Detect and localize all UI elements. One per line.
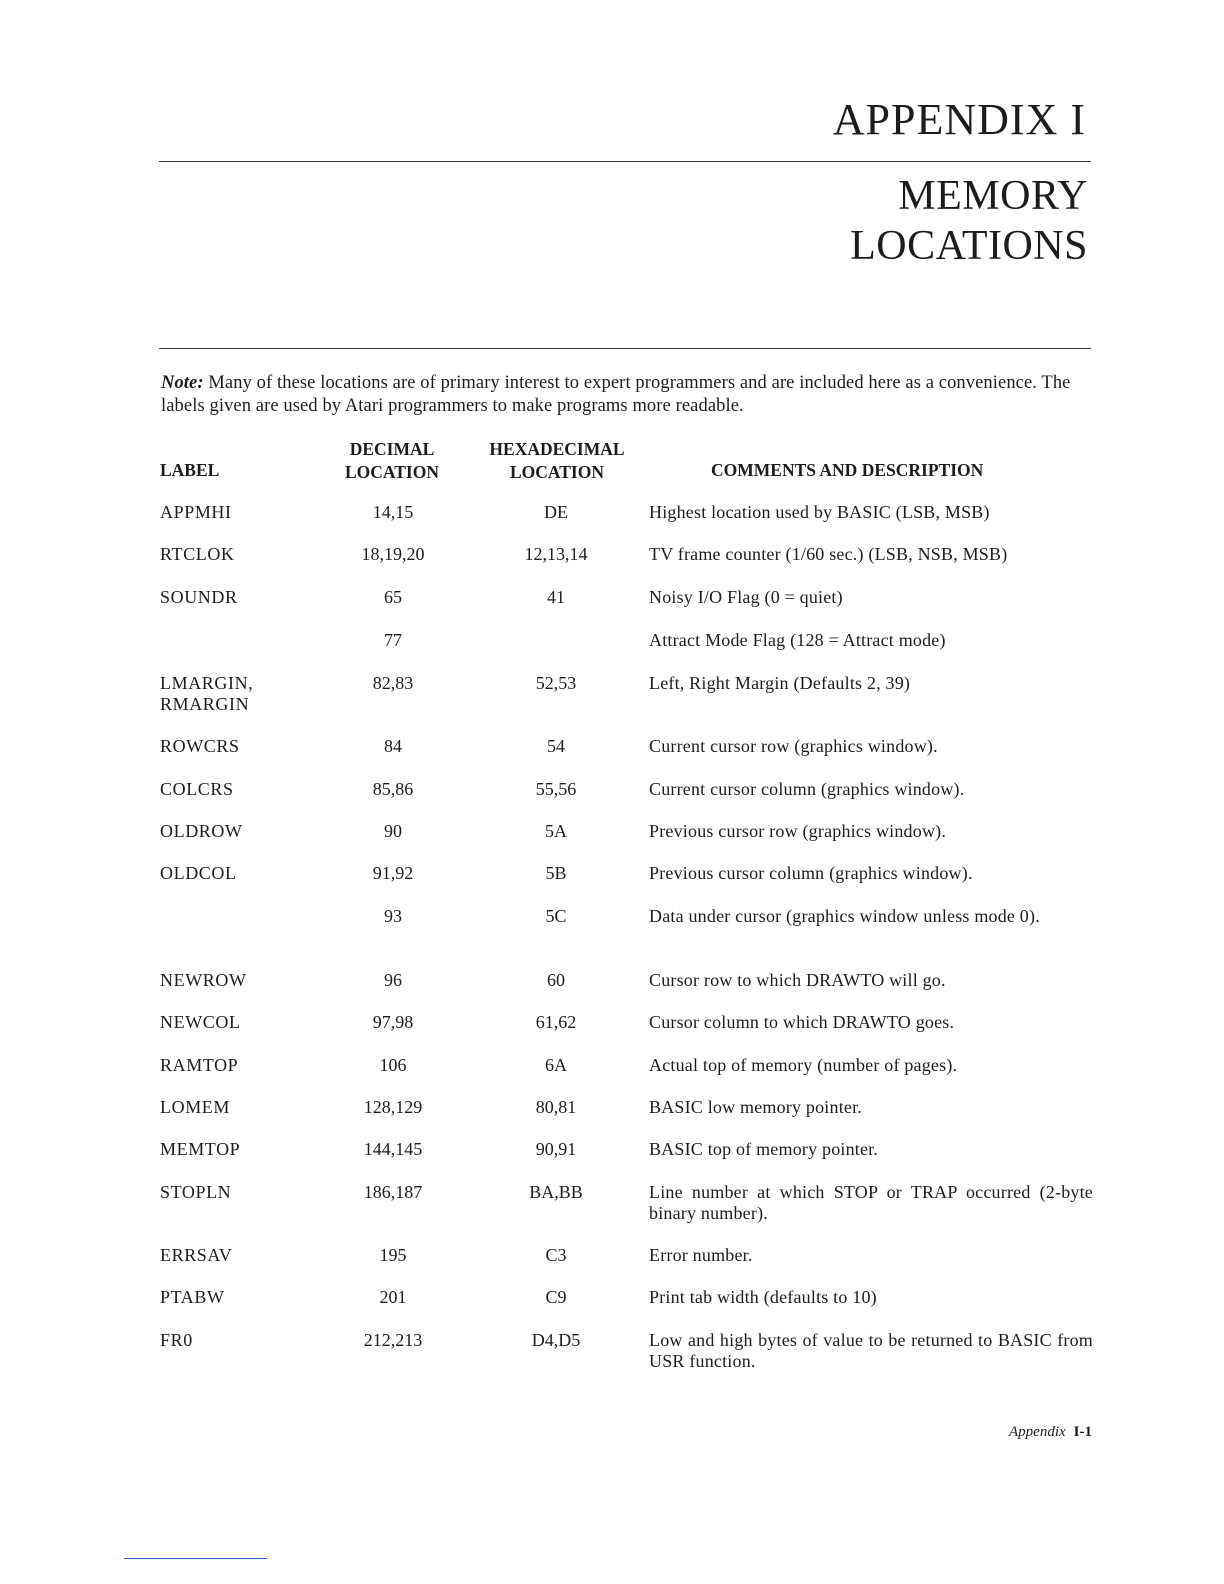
hex-cell: C9 — [545, 1287, 567, 1307]
top-divider — [159, 161, 1091, 162]
note-text: Many of these locations are of primary interest to expert programmers and are included here as a convenience. The labels given are used by Atari programmers to make programs more readable. — [161, 373, 1071, 416]
label-cell: OLDCOL — [160, 863, 237, 883]
label-cell: OLDROW — [160, 821, 243, 841]
hex-cell: 55,56 — [535, 779, 577, 799]
hex-cell: BA,BB — [529, 1182, 583, 1202]
description-cell: Cursor row to which DRAWTO will go. — [649, 970, 946, 990]
decimal-cell: 91,92 — [372, 863, 414, 883]
label-cell: NEWROW — [160, 970, 247, 990]
hex-cell: 61,62 — [535, 1012, 577, 1032]
description-cell: Highest location used by BASIC (LSB, MSB) — [649, 502, 990, 522]
hex-cell: 80,81 — [535, 1097, 577, 1117]
description-cell: Data under cursor (graphics window unless mode 0). — [649, 906, 1040, 926]
decimal-cell: 195 — [379, 1245, 407, 1265]
label-cell: RTCLOK — [160, 544, 235, 564]
decimal-cell: 97,98 — [372, 1012, 414, 1032]
label-cell: MEMTOP — [160, 1139, 241, 1159]
description-cell: Current cursor column (graphics window). — [649, 779, 965, 799]
decimal-cell: 77 — [384, 630, 402, 650]
hex-cell: C3 — [545, 1245, 567, 1265]
decimal-cell: 106 — [379, 1055, 407, 1075]
description-cell: Previous cursor column (graphics window). — [649, 863, 973, 883]
scan-edge-line — [124, 1558, 267, 1559]
note-paragraph — [161, 372, 1096, 418]
description-cell: Left, Right Margin (Defaults 2, 39) — [649, 673, 911, 693]
decimal-cell: 93 — [384, 906, 402, 926]
page-footer — [1009, 1424, 1092, 1441]
column-header-decimal-line-2: LOCATION — [345, 462, 439, 482]
description-cell: Cursor column to which DRAWTO goes. — [649, 1012, 955, 1032]
column-header-hex-line-1: HEXADECIMAL — [489, 439, 625, 459]
decimal-cell: 14,15 — [372, 502, 414, 522]
description-cell: Actual top of memory (number of pages). — [649, 1055, 958, 1075]
page-number: I-1 — [1073, 1424, 1092, 1440]
decimal-cell: 128,129 — [363, 1097, 423, 1117]
decimal-cell: 212,213 — [363, 1330, 423, 1350]
hex-cell: 54 — [547, 736, 565, 756]
footer-section-word: Appendix — [1009, 1424, 1066, 1440]
hex-cell: 5B — [545, 863, 567, 883]
decimal-cell: 90 — [384, 821, 402, 841]
description-cell: BASIC top of memory pointer. — [649, 1139, 879, 1159]
decimal-cell: 18,19,20 — [361, 544, 425, 564]
column-header-decimal-line-1: DECIMAL — [349, 439, 435, 459]
decimal-cell: 96 — [384, 970, 402, 990]
column-header-hex-line-2: LOCATION — [510, 462, 604, 482]
label-cell: SOUNDR — [160, 587, 238, 607]
label-cell: LOMEM — [160, 1097, 230, 1117]
column-header-hexadecimal — [472, 438, 642, 484]
label-cell: RAMTOP — [160, 1055, 239, 1075]
description-cell: Noisy I/O Flag (0 = quiet) — [649, 587, 843, 607]
decimal-cell: 186,187 — [363, 1182, 423, 1202]
decimal-cell: 144,145 — [363, 1139, 423, 1159]
decimal-cell: 201 — [379, 1287, 407, 1307]
hex-cell: 5A — [545, 821, 567, 841]
decimal-cell: 65 — [384, 587, 402, 607]
description-cell: Attract Mode Flag (128 = Attract mode) — [649, 630, 946, 650]
description-cell: BASIC low memory pointer. — [649, 1097, 862, 1117]
hex-cell: 41 — [547, 587, 565, 607]
hex-cell: 52,53 — [535, 673, 577, 693]
description-cell: Error number. — [649, 1245, 753, 1265]
decimal-cell: 85,86 — [372, 779, 414, 799]
page-title — [850, 171, 1088, 271]
column-header-comments: COMMENTS AND DESCRIPTION — [711, 460, 984, 480]
description-cell: Low and high bytes of value to be returned to BASIC from USR function. — [649, 1330, 1093, 1371]
hex-cell: 12,13,14 — [524, 544, 588, 564]
label-cell: APPMHI — [160, 502, 232, 522]
hex-cell: 60 — [547, 970, 565, 990]
page-title-line-1: MEMORY — [898, 173, 1088, 219]
page-title-line-2: LOCATIONS — [850, 223, 1088, 269]
hex-cell: 6A — [545, 1055, 567, 1075]
description-cell: Current cursor row (graphics window). — [649, 736, 938, 756]
note-prefix: Note: — [161, 373, 204, 393]
description-cell: Print tab width (defaults to 10) — [649, 1287, 877, 1307]
hex-cell: DE — [544, 502, 568, 522]
label-cell: LMARGIN, RMARGIN — [160, 673, 254, 714]
column-header-label: LABEL — [160, 460, 220, 480]
decimal-cell: 84 — [384, 736, 402, 756]
section-divider — [159, 348, 1091, 349]
description-cell: Line number at which STOP or TRAP occurred (2-byte binary number). — [649, 1182, 1093, 1223]
label-cell: ERRSAV — [160, 1245, 233, 1265]
appendix-heading: APPENDIX I — [832, 95, 1086, 144]
description-cell: TV frame counter (1/60 sec.) (LSB, NSB, MSB) — [649, 544, 1008, 564]
hex-cell: D4,D5 — [531, 1330, 581, 1350]
label-cell: FR0 — [160, 1330, 193, 1350]
hex-cell: 90,91 — [535, 1139, 577, 1159]
description-cell: Previous cursor row (graphics window). — [649, 821, 947, 841]
label-cell: ROWCRS — [160, 736, 240, 756]
label-cell: PTABW — [160, 1287, 225, 1307]
decimal-cell: 82,83 — [372, 673, 414, 693]
hex-cell: 5C — [545, 906, 567, 926]
label-cell: NEWCOL — [160, 1012, 241, 1032]
column-header-decimal — [332, 438, 452, 484]
label-cell: STOPLN — [160, 1182, 232, 1202]
label-cell: COLCRS — [160, 779, 234, 799]
